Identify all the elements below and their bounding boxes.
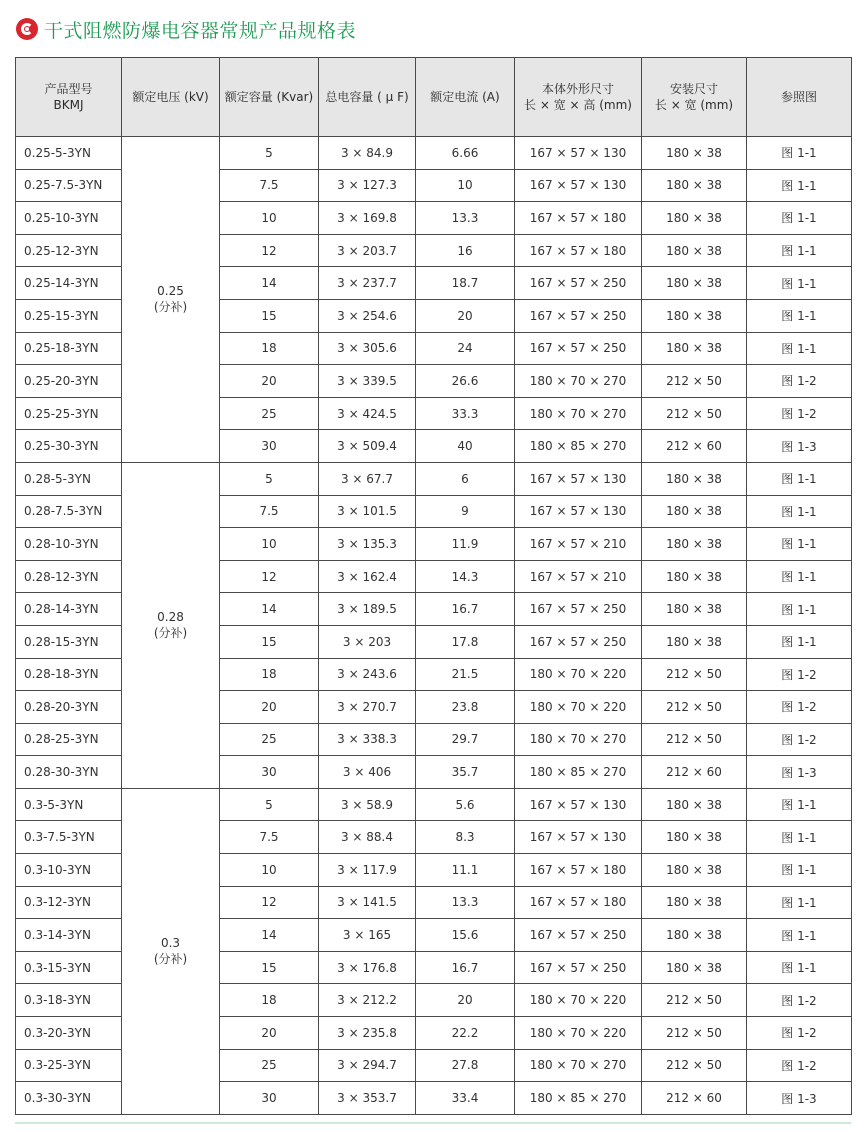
capacitance-cell: 3 × 212.2 [319,984,416,1017]
mount-size-cell: 180 × 38 [642,821,747,854]
model-cell: 0.28-10-3YN [16,528,122,561]
capacity-cell: 18 [220,332,319,365]
column-header-label: 额定电压 (kV) [132,90,209,104]
column-header [747,58,852,137]
mount-size-cell: 180 × 38 [642,560,747,593]
capacity-cell: 14 [220,267,319,300]
figure-ref-cell: 图 1-1 [747,951,852,984]
capacity-cell: 30 [220,430,319,463]
model-cell: 0.25-7.5-3YN [16,169,122,202]
body-size-cell: 180 × 85 × 270 [515,756,642,789]
figure-ref-cell: 图 1-1 [747,560,852,593]
capacity-cell: 20 [220,1017,319,1050]
mount-size-cell: 180 × 38 [642,854,747,887]
current-cell: 16 [416,234,515,267]
body-size-cell: 167 × 57 × 250 [515,593,642,626]
capacitance-cell: 3 × 294.7 [319,1049,416,1082]
capacitance-cell: 3 × 101.5 [319,495,416,528]
body-size-cell: 167 × 57 × 250 [515,332,642,365]
capacity-cell: 7.5 [220,169,319,202]
body-size-cell: 167 × 57 × 130 [515,788,642,821]
current-cell: 21.5 [416,658,515,691]
capacitance-cell: 3 × 338.3 [319,723,416,756]
model-cell: 0.3-5-3YN [16,788,122,821]
figure-ref-cell: 图 1-2 [747,397,852,430]
body-size-cell: 167 × 57 × 180 [515,886,642,919]
mount-size-cell: 212 × 50 [642,691,747,724]
current-cell: 33.3 [416,397,515,430]
model-cell: 0.28-5-3YN [16,462,122,495]
body-size-cell: 180 × 70 × 220 [515,1017,642,1050]
capacity-cell: 12 [220,234,319,267]
table-header-row [16,58,852,137]
capacity-cell: 30 [220,756,319,789]
voltage-note: (分补) [153,300,188,315]
mount-size-cell: 180 × 38 [642,886,747,919]
mount-size-cell: 180 × 38 [642,169,747,202]
figure-ref-cell: 图 1-1 [747,234,852,267]
model-cell: 0.25-10-3YN [16,202,122,235]
body-size-cell: 180 × 70 × 270 [515,723,642,756]
current-cell: 11.1 [416,854,515,887]
body-size-cell: 180 × 85 × 270 [515,1082,642,1115]
body-size-cell: 167 × 57 × 130 [515,462,642,495]
capacitance-cell: 3 × 235.8 [319,1017,416,1050]
capacity-cell: 14 [220,593,319,626]
capacity-cell: 25 [220,397,319,430]
current-cell: 8.3 [416,821,515,854]
figure-ref-cell: 图 1-3 [747,756,852,789]
figure-ref-cell: 图 1-1 [747,169,852,202]
capacity-cell: 10 [220,854,319,887]
capacitance-cell: 3 × 254.6 [319,299,416,332]
capacitance-cell: 3 × 353.7 [319,1082,416,1115]
model-cell: 0.28-20-3YN [16,691,122,724]
capacity-cell: 12 [220,560,319,593]
current-cell: 6 [416,462,515,495]
model-cell: 0.3-18-3YN [16,984,122,1017]
capacitance-cell: 3 × 243.6 [319,658,416,691]
capacity-cell: 30 [220,1082,319,1115]
capacity-cell: 18 [220,658,319,691]
body-size-cell: 180 × 70 × 220 [515,658,642,691]
mount-size-cell: 212 × 50 [642,1017,747,1050]
model-cell: 0.3-25-3YN [16,1049,122,1082]
body-size-cell: 180 × 70 × 220 [515,984,642,1017]
capacitance-cell: 3 × 165 [319,919,416,952]
figure-ref-cell: 图 1-1 [747,462,852,495]
column-header-label: 安装尺寸 [669,82,718,96]
figure-ref-cell: 图 1-2 [747,1017,852,1050]
figure-ref-cell: 图 1-1 [747,299,852,332]
mount-size-cell: 180 × 38 [642,202,747,235]
body-size-cell: 167 × 57 × 130 [515,495,642,528]
current-cell: 20 [416,299,515,332]
figure-ref-cell: 图 1-1 [747,593,852,626]
column-header [319,58,416,137]
capacitance-cell: 3 × 141.5 [319,886,416,919]
capacitance-cell: 3 × 406 [319,756,416,789]
mount-size-cell: 212 × 50 [642,365,747,398]
body-size-cell: 167 × 57 × 180 [515,234,642,267]
capacitance-cell: 3 × 84.9 [319,137,416,170]
capacity-cell: 12 [220,886,319,919]
mount-size-cell: 180 × 38 [642,332,747,365]
column-header [515,58,642,137]
current-cell: 9 [416,495,515,528]
mount-size-cell: 180 × 38 [642,495,747,528]
voltage-value: 0.25 [157,284,184,299]
brand-logo-icon [16,18,38,40]
figure-ref-cell: 图 1-1 [747,919,852,952]
model-cell: 0.25-12-3YN [16,234,122,267]
capacitance-cell: 3 × 189.5 [319,593,416,626]
figure-ref-cell: 图 1-1 [747,821,852,854]
mount-size-cell: 212 × 50 [642,984,747,1017]
current-cell: 33.4 [416,1082,515,1115]
current-cell: 13.3 [416,202,515,235]
model-cell: 0.28-30-3YN [16,756,122,789]
voltage-cell [122,462,220,788]
mount-size-cell: 212 × 50 [642,723,747,756]
mount-size-cell: 180 × 38 [642,951,747,984]
capacitance-cell: 3 × 424.5 [319,397,416,430]
mount-size-cell: 180 × 38 [642,462,747,495]
column-header-label: 额定容量 (Kvar) [224,90,314,104]
current-cell: 13.3 [416,886,515,919]
mount-size-cell: 212 × 60 [642,430,747,463]
figure-ref-cell: 图 1-2 [747,1049,852,1082]
current-cell: 40 [416,430,515,463]
mount-size-cell: 180 × 38 [642,625,747,658]
current-cell: 29.7 [416,723,515,756]
figure-ref-cell: 图 1-1 [747,528,852,561]
column-header [122,58,220,137]
column-header-label: 长 × 宽 (mm) [654,98,734,112]
figure-ref-cell: 图 1-1 [747,137,852,170]
figure-ref-cell: 图 1-3 [747,1082,852,1115]
model-cell: 0.28-12-3YN [16,560,122,593]
capacitance-cell: 3 × 58.9 [319,788,416,821]
table-row [16,137,852,170]
capacity-cell: 25 [220,723,319,756]
capacity-cell: 15 [220,299,319,332]
capacity-cell: 5 [220,788,319,821]
current-cell: 6.66 [416,137,515,170]
model-cell: 0.3-7.5-3YN [16,821,122,854]
footer-divider [15,1122,851,1124]
body-size-cell: 167 × 57 × 210 [515,528,642,561]
mount-size-cell: 180 × 38 [642,788,747,821]
model-cell: 0.25-15-3YN [16,299,122,332]
spec-table [15,57,852,1115]
mount-size-cell: 180 × 38 [642,267,747,300]
capacitance-cell: 3 × 339.5 [319,365,416,398]
mount-size-cell: 180 × 38 [642,234,747,267]
capacity-cell: 7.5 [220,821,319,854]
model-cell: 0.25-18-3YN [16,332,122,365]
mount-size-cell: 180 × 38 [642,528,747,561]
model-cell: 0.28-15-3YN [16,625,122,658]
capacitance-cell: 3 × 203.7 [319,234,416,267]
capacitance-cell: 3 × 203 [319,625,416,658]
body-size-cell: 167 × 57 × 250 [515,919,642,952]
body-size-cell: 167 × 57 × 130 [515,169,642,202]
current-cell: 11.9 [416,528,515,561]
figure-ref-cell: 图 1-1 [747,788,852,821]
body-size-cell: 167 × 57 × 250 [515,951,642,984]
model-cell: 0.3-20-3YN [16,1017,122,1050]
voltage-value: 0.28 [157,610,184,625]
mount-size-cell: 212 × 50 [642,1049,747,1082]
figure-ref-cell: 图 1-3 [747,430,852,463]
figure-ref-cell: 图 1-1 [747,854,852,887]
voltage-value: 0.3 [160,936,181,951]
model-cell: 0.3-30-3YN [16,1082,122,1115]
capacitance-cell: 3 × 67.7 [319,462,416,495]
capacity-cell: 25 [220,1049,319,1082]
model-cell: 0.25-5-3YN [16,137,122,170]
column-header-label: 本体外形尺寸 [541,82,614,96]
body-size-cell: 167 × 57 × 130 [515,821,642,854]
body-size-cell: 180 × 70 × 270 [515,397,642,430]
column-header-label: 总电容量 ( μ F) [325,90,409,104]
column-header-label: 参照图 [780,90,817,104]
capacitance-cell: 3 × 169.8 [319,202,416,235]
current-cell: 20 [416,984,515,1017]
mount-size-cell: 180 × 38 [642,299,747,332]
capacity-cell: 5 [220,462,319,495]
model-cell: 0.3-12-3YN [16,886,122,919]
body-size-cell: 167 × 57 × 180 [515,854,642,887]
capacitance-cell: 3 × 117.9 [319,854,416,887]
model-cell: 0.3-14-3YN [16,919,122,952]
current-cell: 10 [416,169,515,202]
page-header [16,14,356,44]
current-cell: 22.2 [416,1017,515,1050]
model-cell: 0.28-18-3YN [16,658,122,691]
body-size-cell: 180 × 85 × 270 [515,430,642,463]
column-header [416,58,515,137]
figure-ref-cell: 图 1-2 [747,691,852,724]
figure-ref-cell: 图 1-1 [747,495,852,528]
body-size-cell: 180 × 70 × 270 [515,1049,642,1082]
voltage-cell [122,788,220,1114]
column-header-label: 额定电流 (A) [430,90,500,104]
model-cell: 0.25-30-3YN [16,430,122,463]
mount-size-cell: 212 × 60 [642,1082,747,1115]
capacitance-cell: 3 × 237.7 [319,267,416,300]
capacitance-cell: 3 × 135.3 [319,528,416,561]
capacity-cell: 14 [220,919,319,952]
current-cell: 17.8 [416,625,515,658]
capacitance-cell: 3 × 270.7 [319,691,416,724]
mount-size-cell: 212 × 50 [642,397,747,430]
body-size-cell: 167 × 57 × 250 [515,267,642,300]
capacitance-cell: 3 × 88.4 [319,821,416,854]
mount-size-cell: 180 × 38 [642,593,747,626]
current-cell: 16.7 [416,593,515,626]
capacity-cell: 20 [220,691,319,724]
mount-size-cell: 212 × 60 [642,756,747,789]
model-cell: 0.28-14-3YN [16,593,122,626]
column-header-label: 产品型号 [44,82,93,96]
figure-ref-cell: 图 1-1 [747,202,852,235]
body-size-cell: 167 × 57 × 250 [515,299,642,332]
capacitance-cell: 3 × 509.4 [319,430,416,463]
figure-ref-cell: 图 1-2 [747,658,852,691]
voltage-note: (分补) [153,626,188,641]
model-cell: 0.25-14-3YN [16,267,122,300]
column-header-label: 长 × 宽 × 高 (mm) [524,98,632,112]
current-cell: 15.6 [416,919,515,952]
column-header [16,58,122,137]
current-cell: 14.3 [416,560,515,593]
body-size-cell: 180 × 70 × 220 [515,691,642,724]
capacity-cell: 15 [220,951,319,984]
capacity-cell: 15 [220,625,319,658]
capacity-cell: 10 [220,202,319,235]
table-row [16,788,852,821]
voltage-cell [122,137,220,463]
voltage-note: (分补) [153,952,188,967]
current-cell: 26.6 [416,365,515,398]
figure-ref-cell: 图 1-1 [747,332,852,365]
mount-size-cell: 180 × 38 [642,137,747,170]
body-size-cell: 167 × 57 × 130 [515,137,642,170]
figure-ref-cell: 图 1-2 [747,723,852,756]
model-cell: 0.3-15-3YN [16,951,122,984]
figure-ref-cell: 图 1-1 [747,625,852,658]
current-cell: 18.7 [416,267,515,300]
table-row [16,462,852,495]
model-cell: 0.28-7.5-3YN [16,495,122,528]
capacity-cell: 18 [220,984,319,1017]
capacity-cell: 7.5 [220,495,319,528]
capacitance-cell: 3 × 162.4 [319,560,416,593]
current-cell: 16.7 [416,951,515,984]
figure-ref-cell: 图 1-2 [747,365,852,398]
current-cell: 23.8 [416,691,515,724]
model-cell: 0.28-25-3YN [16,723,122,756]
column-header [220,58,319,137]
body-size-cell: 167 × 57 × 180 [515,202,642,235]
figure-ref-cell: 图 1-1 [747,267,852,300]
body-size-cell: 167 × 57 × 210 [515,560,642,593]
column-header-label: BKMJ [53,98,84,112]
capacity-cell: 5 [220,137,319,170]
mount-size-cell: 212 × 50 [642,658,747,691]
current-cell: 35.7 [416,756,515,789]
capacity-cell: 10 [220,528,319,561]
table-body [16,137,852,1115]
current-cell: 24 [416,332,515,365]
model-cell: 0.25-20-3YN [16,365,122,398]
current-cell: 5.6 [416,788,515,821]
capacitance-cell: 3 × 176.8 [319,951,416,984]
body-size-cell: 167 × 57 × 250 [515,625,642,658]
model-cell: 0.3-10-3YN [16,854,122,887]
mount-size-cell: 180 × 38 [642,919,747,952]
column-header [642,58,747,137]
body-size-cell: 180 × 70 × 270 [515,365,642,398]
figure-ref-cell: 图 1-1 [747,886,852,919]
capacity-cell: 20 [220,365,319,398]
capacitance-cell: 3 × 127.3 [319,169,416,202]
model-cell: 0.25-25-3YN [16,397,122,430]
current-cell: 27.8 [416,1049,515,1082]
page-title: 干式阻燃防爆电容器常规产品规格表 [44,19,357,42]
figure-ref-cell: 图 1-2 [747,984,852,1017]
capacitance-cell: 3 × 305.6 [319,332,416,365]
